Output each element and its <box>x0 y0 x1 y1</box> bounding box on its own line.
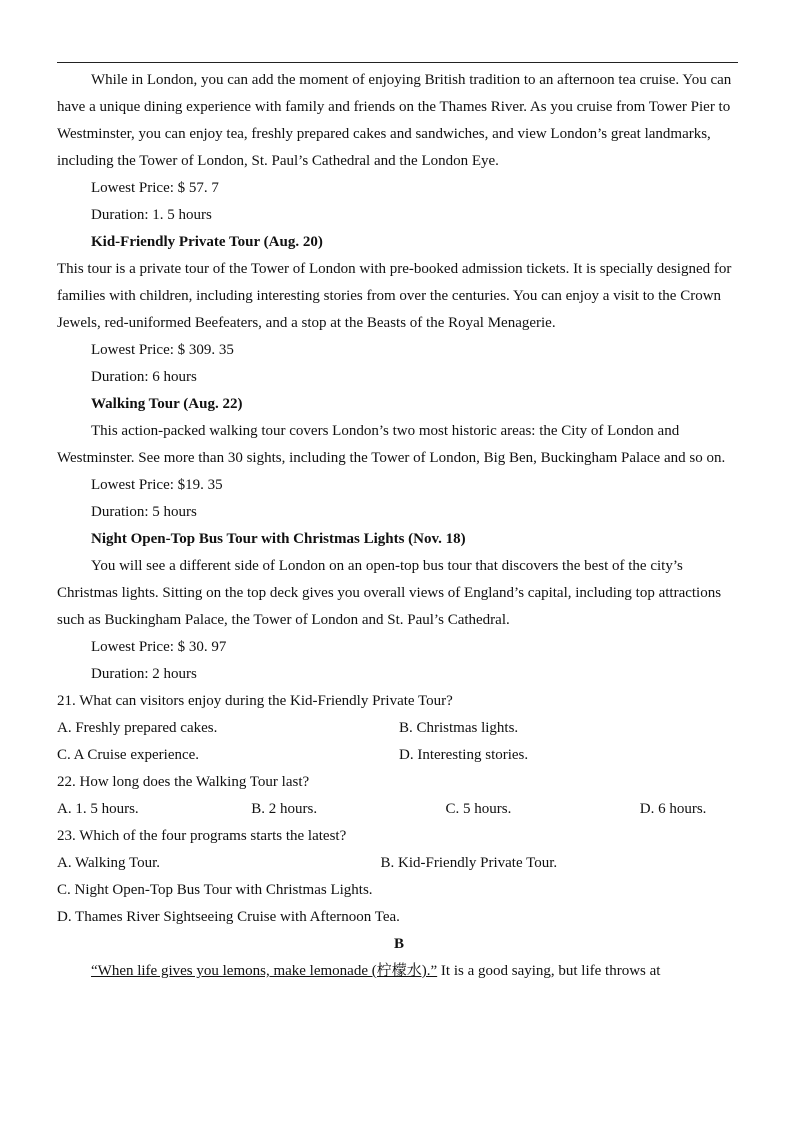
section-b-heading: B <box>393 936 404 952</box>
kid-tour-duration: Duration: 6 hours <box>91 369 197 385</box>
question-21-options-row-1 <box>57 715 741 742</box>
question-22-option-d: D. 6 hours. <box>639 801 707 817</box>
question-21-stem: 21. What can visitors enjoy during the Kid-Friendly Private Tour? <box>57 693 453 709</box>
question-21-option-c: C. A Cruise experience. <box>57 747 200 763</box>
bus-tour-title: Night Open-Top Bus Tour with Christmas Lights (Nov. 18) <box>91 531 466 547</box>
question-21-option-d: D. Interesting stories. <box>399 747 529 763</box>
question-21-options-row-2 <box>57 742 741 769</box>
question-21-option-b: B. Christmas lights. <box>399 720 519 736</box>
document-page <box>57 67 741 985</box>
section-b-intro <box>57 958 741 985</box>
walking-tour-description: This action-packed walking tour covers London’s two most historic areas: the City of London and Westminster. See more than 30 sights, including the Tower of London, Big Ben, Buckingham Palace and so on. <box>57 423 726 466</box>
header-rule <box>57 62 738 63</box>
bus-tour-duration: Duration: 2 hours <box>91 666 197 682</box>
kid-tour-description: This tour is a private tour of the Tower of London with pre-booked admission tickets. It is specially designed for families with children, including interesting stories from over the centuries. You can enjoy a visit to the Crown Jewels, red-uniformed Beefeaters, and a stop at the Beasts of the Royal Menagerie. <box>57 261 732 331</box>
question-23-option-a: A. Walking Tour. <box>57 855 161 871</box>
bus-tour-description: You will see a different side of London on an open-top bus tour that discovers the best of the city’s Christmas lights. Sitting on the top deck gives you overall views of England’s capital, including top attractions such as Buckingham Palace, the Tower of London and St. Paul’s Cathedral. <box>57 558 722 628</box>
question-22-option-c: C. 5 hours. <box>445 801 512 817</box>
thames-description: While in London, you can add the moment of enjoying British tradition to an afternoon tea cruise. You can have a unique dining experience with family and friends on the Thames River. As you cruise from Tower Pier to Westminster, you can enjoy tea, freshly prepared cakes and sandwiches, and view London’s great landmarks, including the Tower of London, St. Paul’s Cathedral and the London Eye. <box>57 72 732 169</box>
question-23-option-c: C. Night Open-Top Bus Tour with Christmas Lights. <box>57 882 373 898</box>
walking-tour-price: Lowest Price: $19. 35 <box>91 477 223 493</box>
question-23-option-b: B. Kid-Friendly Private Tour. <box>380 855 558 871</box>
question-21-option-a: A. Freshly prepared cakes. <box>57 720 218 736</box>
question-23-options-row-1 <box>57 850 741 877</box>
kid-tour-price: Lowest Price: $ 309. 35 <box>91 342 234 358</box>
thames-price: Lowest Price: $ 57. 7 <box>91 180 219 196</box>
question-22-options <box>57 796 741 823</box>
section-b-quote: “When life gives you lemons, make lemonade (柠檬水).” <box>91 963 438 979</box>
kid-tour-title: Kid-Friendly Private Tour (Aug. 20) <box>91 234 323 250</box>
walking-tour-title: Walking Tour (Aug. 22) <box>91 396 243 412</box>
walking-tour-duration: Duration: 5 hours <box>91 504 197 520</box>
section-b-continuation: It is a good saying, but life throws at <box>437 963 661 979</box>
bus-tour-price: Lowest Price: $ 30. 97 <box>91 639 227 655</box>
question-23-stem: 23. Which of the four programs starts the latest? <box>57 828 347 844</box>
question-22-stem: 22. How long does the Walking Tour last? <box>57 774 310 790</box>
question-22-option-b: B. 2 hours. <box>251 801 318 817</box>
thames-duration: Duration: 1. 5 hours <box>91 207 212 223</box>
question-22-option-a: A. 1. 5 hours. <box>57 801 139 817</box>
question-23-option-d: D. Thames River Sightseeing Cruise with Afternoon Tea. <box>57 909 400 925</box>
